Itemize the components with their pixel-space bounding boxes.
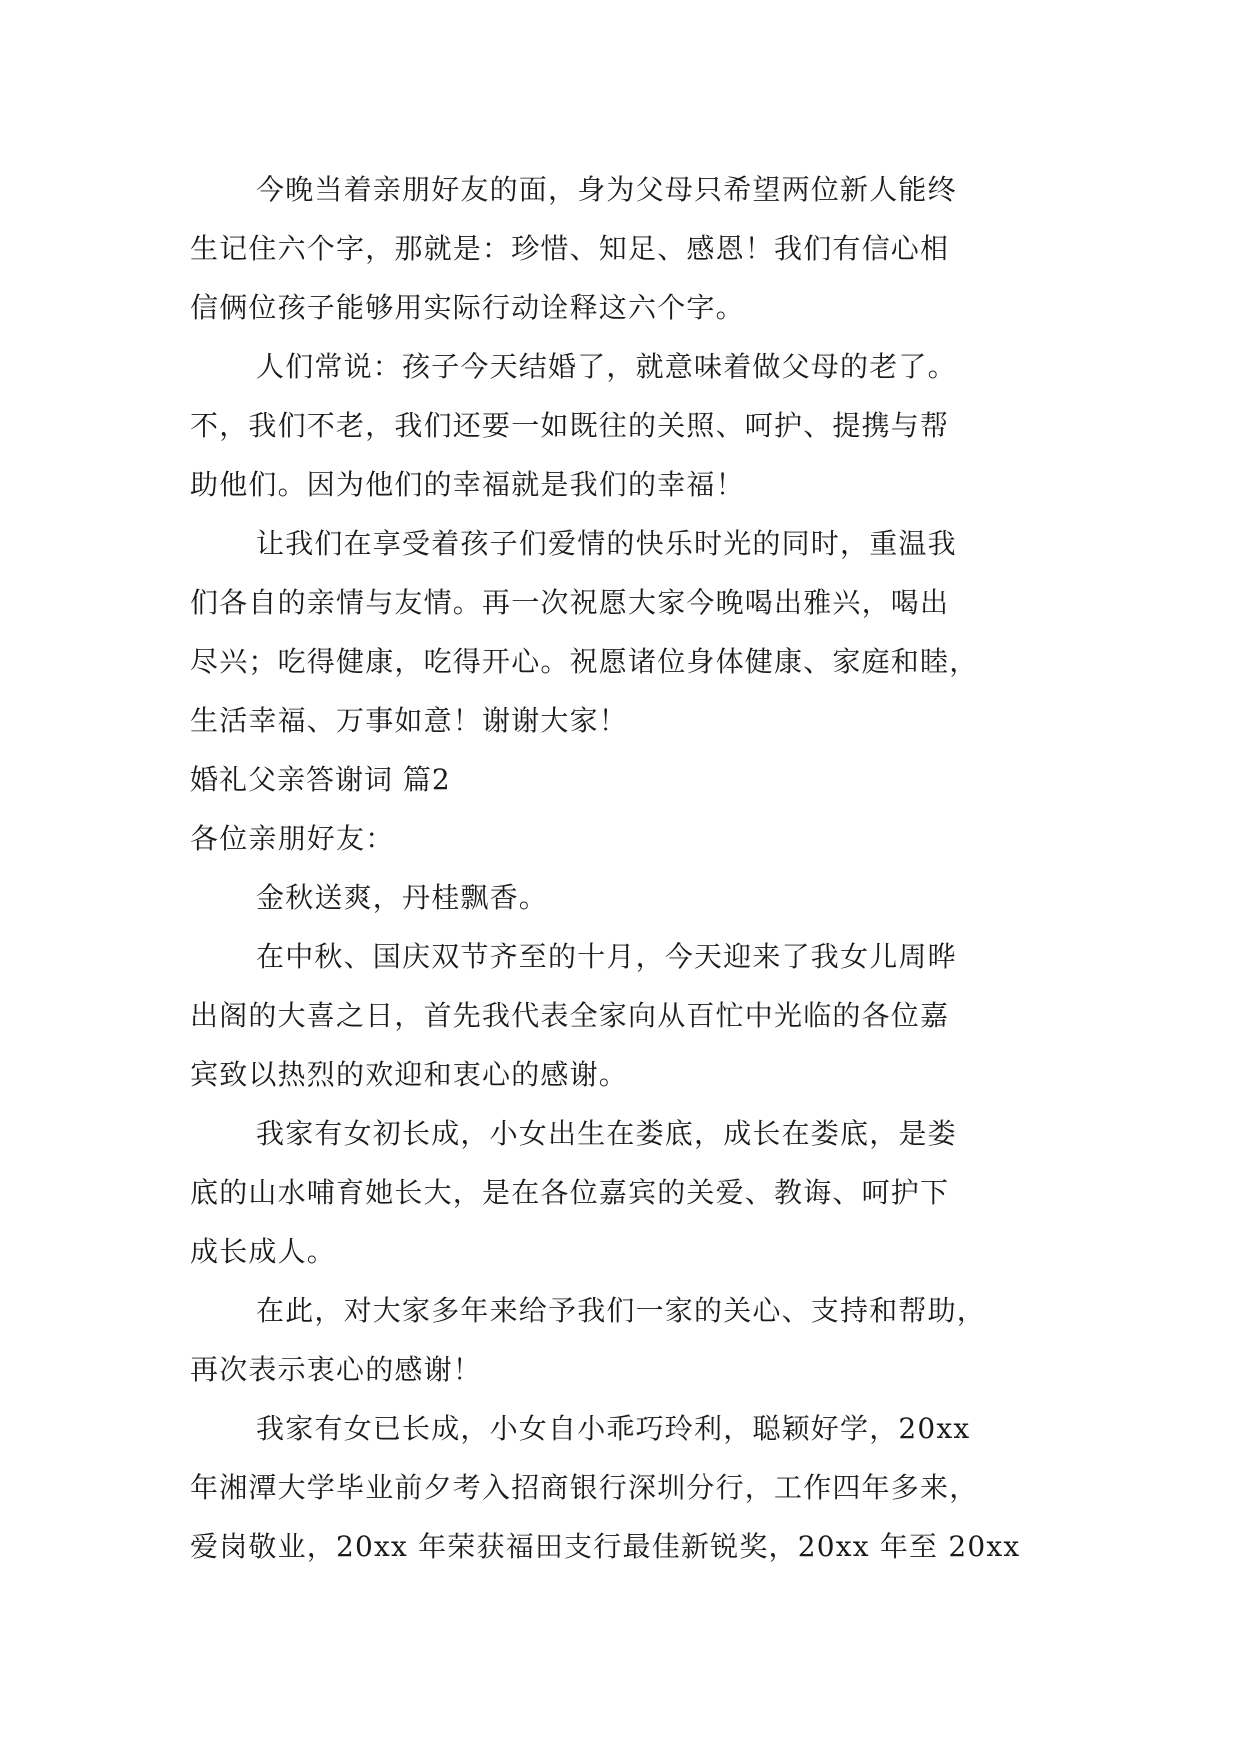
paragraph-line: 们各自的亲情与友情。再一次祝愿大家今晚喝出雅兴，喝出: [190, 586, 950, 619]
paragraph-line: 年湘潭大学毕业前夕考入招商银行深圳分行，工作四年多来，: [190, 1471, 979, 1504]
paragraph-line: 生记住六个字，那就是：珍惜、知足、感恩！我们有信心相: [190, 232, 950, 265]
paragraph-line: 不，我们不老，我们还要一如既往的关照、呵护、提携与帮: [190, 409, 950, 442]
document-body: [190, 160, 1050, 1576]
section-heading: 婚礼父亲答谢词 篇2: [190, 763, 451, 796]
paragraph-line: 让我们在享受着孩子们爱情的快乐时光的同时，重温我: [256, 527, 957, 560]
paragraph-line: 再次表示衷心的感谢！: [190, 1353, 483, 1386]
paragraph-line: 在中秋、国庆双节齐至的十月，今天迎来了我女儿周晔: [256, 940, 957, 973]
paragraph-line: 信俩位孩子能够用实际行动诠释这六个字。: [190, 291, 745, 324]
salutation: 各位亲朋好友：: [190, 822, 395, 855]
paragraph-line: 助他们。因为他们的幸福就是我们的幸福！: [190, 468, 745, 501]
paragraph-line: 金秋送爽，丹桂飘香。: [256, 881, 549, 914]
paragraph-line: 生活幸福、万事如意！谢谢大家！: [190, 704, 629, 737]
paragraph-line: 人们常说：孩子今天结婚了，就意味着做父母的老了。: [256, 350, 957, 383]
paragraph-line: 底的山水哺育她长大，是在各位嘉宾的关爱、教诲、呵护下: [190, 1176, 950, 1209]
paragraph-line: 爱岗敬业，20xx 年荣获福田支行最佳新锐奖，20xx 年至 20xx: [190, 1530, 1021, 1563]
paragraph-line: 宾致以热烈的欢迎和衷心的感谢。: [190, 1058, 629, 1091]
paragraph-line: 今晚当着亲朋好友的面，身为父母只希望两位新人能终: [256, 173, 957, 206]
paragraph-line: 成长成人。: [190, 1235, 337, 1268]
paragraph-line: 出阁的大喜之日，首先我代表全家向从百忙中光临的各位嘉: [190, 999, 950, 1032]
paragraph-line: 我家有女初长成，小女出生在娄底，成长在娄底，是娄: [256, 1117, 957, 1150]
paragraph-line: 在此，对大家多年来给予我们一家的关心、支持和帮助，: [256, 1294, 987, 1327]
paragraph-line: 我家有女已长成，小女自小乖巧玲利，聪颖好学，20xx: [256, 1412, 971, 1445]
paragraph-line: 尽兴；吃得健康，吃得开心。祝愿诸位身体健康、家庭和睦，: [190, 645, 979, 678]
